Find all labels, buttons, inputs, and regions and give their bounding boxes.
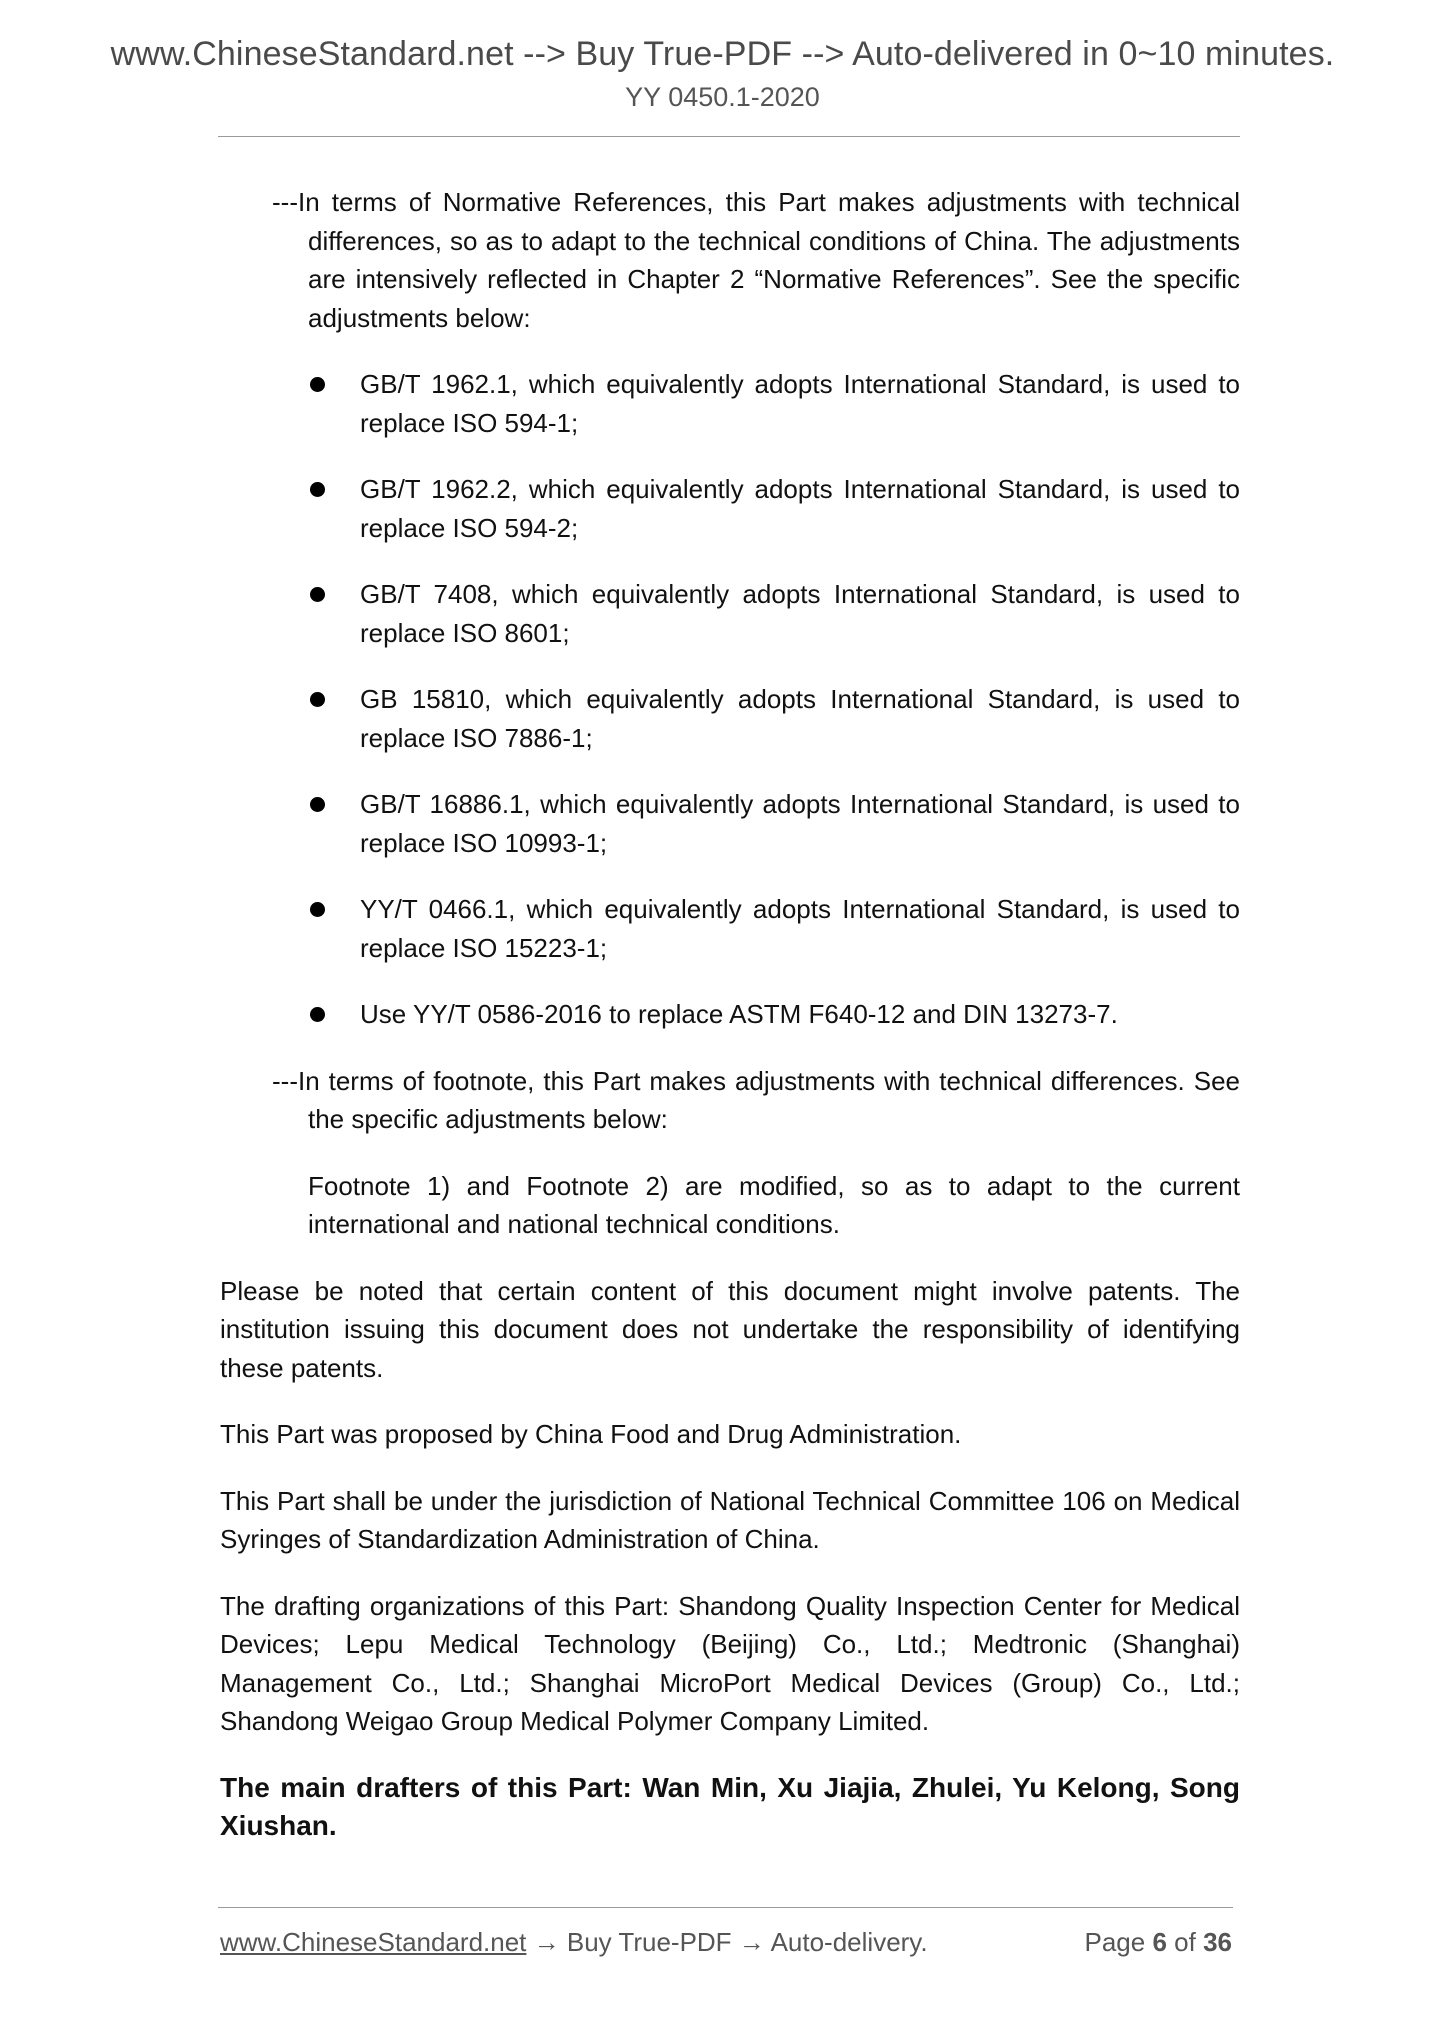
document-body [220,183,1240,1846]
bullet-dot-icon [310,377,325,392]
bullet-dot-icon [310,902,325,917]
jurisdiction: This Part shall be under the jurisdiction of National Technical Committee 106 on Medical Syringes of Standardization Administration of China. [220,1485,1240,1554]
page-label: Page [1084,1927,1146,1957]
list-item [360,470,1240,547]
bullet-dot-icon [310,1007,325,1022]
list-item-text: GB 15810, which equivalently adopts International Standard, is used to replace ISO 7886-1; [360,684,1240,753]
page-header [0,32,1445,114]
website-link[interactable]: www.ChineseStandard.net [220,1927,527,1957]
list-item-text: YY/T 0466.1, which equivalently adopts International Standard, is used to replace ISO 15223-1; [360,894,1240,963]
header-divider [218,136,1240,137]
list-item-text: GB/T 16886.1, which equivalently adopts International Standard, is used to replace ISO 10993-1; [360,789,1240,858]
proposed-by: This Part was proposed by China Food and Drug Administration. [220,1419,962,1449]
page-number [1084,1925,1232,1959]
list-item-text: GB/T 7408, which equivalently adopts International Standard, is used to replace ISO 8601; [360,579,1240,648]
page-total: 36 [1203,1927,1232,1957]
bullet-dot-icon [310,482,325,497]
list-item [360,785,1240,862]
list-item-text: GB/T 1962.1, which equivalently adopts International Standard, is used to replace ISO 594-1; [360,369,1240,438]
list-item [360,680,1240,757]
footer-divider [218,1907,1233,1908]
header-banner: www.ChineseStandard.net --> Buy True-PDF --> Auto-delivered in 0~10 minutes. [110,35,1335,73]
adjustments-list [220,365,1240,1034]
list-item [360,365,1240,442]
list-item-text: GB/T 1962.2, which equivalently adopts International Standard, is used to replace ISO 594-2; [360,474,1240,543]
document-code: YY 0450.1-2020 [625,82,820,112]
bullet-dot-icon [310,692,325,707]
bullet-dot-icon [310,587,325,602]
drafting-organizations: The drafting organizations of this Part: Shandong Quality Inspection Center for Medical Devices; Lepu Medical Technology (Beijing) Co., Ltd.; Medtronic (Shanghai) Management Co., Ltd.; Shanghai MicroPort Medical Devices (Group) Co., Ltd.; Shandong Weigao Group Medical Polymer Company Limited. [220,1590,1240,1736]
page-of: of [1174,1927,1196,1957]
main-drafters: The main drafters of this Part: Wan Min, Xu Jiajia, Zhulei, Yu Kelong, Song Xiushan. [220,1771,1240,1841]
list-item [360,575,1240,652]
page-footer [220,1925,1232,1959]
patent-note: Please be noted that certain content of this document might involve patents. The institution issuing this document does not undertake the responsibility of identifying these patents. [220,1275,1240,1383]
footnote-intro: ---In terms of footnote, this Part makes adjustments with technical differences. See the specific adjustments below: [272,1065,1240,1134]
normative-references-intro: ---In terms of Normative References, this Part makes adjustments with technical differences, so as to adapt to the technical conditions of China. The adjustments are intensively reflected in Chapter 2 “Normative References”. See the specific adjustments below: [272,187,1240,333]
list-item-text: Use YY/T 0586-2016 to replace ASTM F640-12 and DIN 13273-7. [360,999,1118,1029]
footer-tagline: → Buy True-PDF → Auto-delivery. [526,1927,928,1957]
list-item [360,890,1240,967]
list-item [360,995,1240,1034]
footnote-detail: Footnote 1) and Footnote 2) are modified, so as to adapt to the current international and national technical conditions. [308,1170,1240,1239]
page-current: 6 [1152,1927,1167,1957]
bullet-dot-icon [310,797,325,812]
